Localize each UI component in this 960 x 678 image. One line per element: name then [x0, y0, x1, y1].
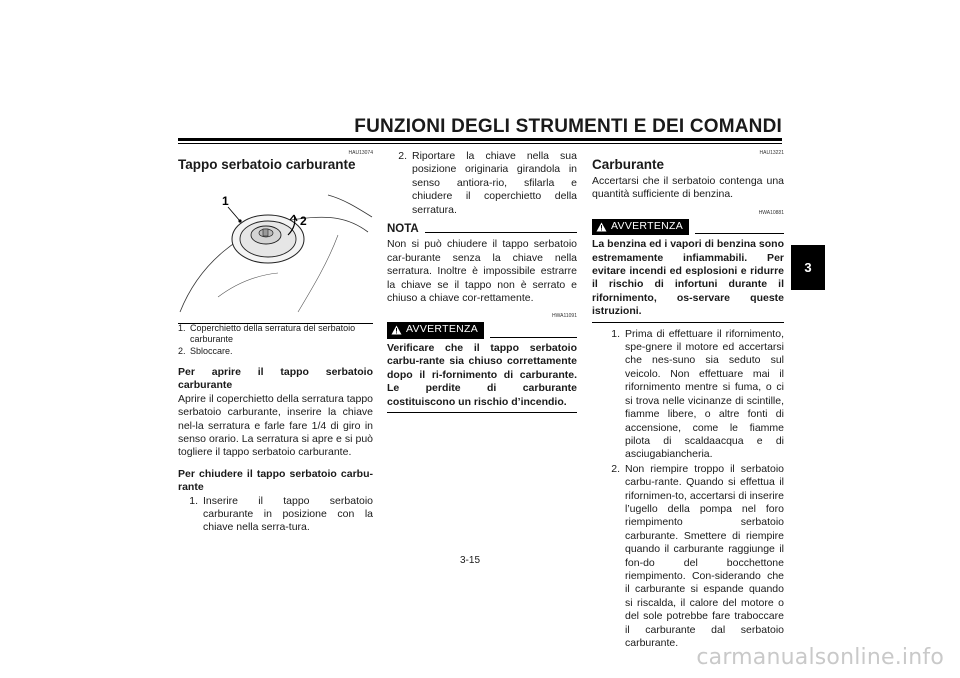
step-number: 2. [611, 462, 620, 475]
step-number: 2. [398, 150, 407, 162]
step-text: Riportare la chiave nella sua posizione originaria girandola in senso antiora-rio, sfilarla e chiudere il coperchietto della serratura. [412, 150, 577, 216]
open-cap-heading: Per aprire il tappo serbatoio carburante [178, 366, 373, 392]
note-text: Non si può chiudere il tappo serbatoio car-burante senza la chiave nella serratura. Inoltre è impossibile estrarre la chiave se il tappo non è serrato e chiuso a chiave cor-rettamente. [387, 238, 577, 305]
step-text: Inserire il tappo serbatoio carburante in posizione con la chiave nella serra-tura. [203, 494, 373, 534]
note-rule [425, 232, 577, 233]
close-cap-steps-continued [387, 150, 577, 217]
warning-header [592, 219, 784, 235]
warning-header [387, 322, 577, 338]
page-header-title: FUNZIONI DEGLI STRUMENTI E DEI COMANDI [354, 116, 782, 137]
section-code: HAU13221 [759, 150, 784, 156]
warning-code: HWA10881 [758, 209, 784, 216]
caption-item [178, 323, 373, 345]
warning-text: La benzina ed i vapori di benzina sono estremamente infiammabili. Per evitare incendi ed esplosioni e ridurre il rischio di infortuni durante il rifornimento, os-servare queste istruzioni. [592, 238, 784, 322]
fuel-cap-illustration [178, 177, 373, 317]
caption-text: Sbloccare. [190, 346, 233, 356]
figure-label-1: 1 [222, 194, 229, 208]
section-title-fuel: Carburante [592, 157, 665, 172]
warning-rule [695, 233, 784, 234]
step-text: Prima di effettuare il rifornimento, spe-gnere il motore ed accertarsi che nes-suno sia seduto sul veicolo. Non effettuare mai il rifornimento mentre si fuma, o ci si trova nelle vicinanze di scintille, fiamme libere, o altre fonti di accensione, come le fiamme pilota di scaldaacqua e di asciugabiancheria. [625, 327, 784, 461]
chapter-tab: 3 [791, 245, 825, 290]
step-text: Non riempire troppo il serbatoio carbu-rante. Quando si effettua il rifornimen-to, accertarsi di inserire l’ugello della pompa nel foro riempimento serbatoio carburante. Smettere di riempire quando il carburante raggiunge il fon-do del bocchettone riempimento. Con-siderando che il carburante si espande quando si riscalda, il calore del motore o del sole potrebbe fare traboccare il carburante dal serbatoio carburante. [625, 462, 784, 649]
note-header [387, 223, 577, 236]
warning-text: Verificare che il tappo serbatoio carbu-rante sia chiuso correttamente dopo il ri-fornimento di carburante. Le perdite di carburante costituiscono un rischio d’incendio. [387, 342, 577, 413]
fuel-steps [592, 328, 784, 651]
step-item [387, 150, 577, 217]
warning-label: AVVERTENZA [611, 219, 684, 232]
fuel-tank-drawing [178, 177, 373, 317]
caption-text: Coperchietto della serratura del serbatoio carburante [190, 323, 356, 344]
open-cap-text: Aprire il coperchietto della serratura tappo serbatoio carburante, inserire la chiave nel-la serratura e farle fare 1/4 di giro in senso orario. La serratura si apre e si può togliere il tappo serbatoio carburante. [178, 392, 373, 459]
step-number: 1. [189, 494, 198, 507]
close-cap-steps [178, 495, 373, 535]
warning-triangle-icon [391, 325, 402, 335]
header-rule-thin [178, 143, 782, 144]
warning-label: AVVERTENZA [406, 323, 479, 336]
fuel-intro-text: Accertarsi che il serbatoio contenga una quantità sufficiente di benzina. [592, 175, 784, 201]
caption-item [178, 346, 373, 357]
step-number: 1. [611, 327, 620, 340]
figure-captions [178, 323, 373, 357]
warning-badge [592, 219, 689, 235]
close-cap-heading: Per chiudere il tappo serbatoio carbu-rante [178, 467, 373, 494]
warning-code: HWA11091 [551, 313, 577, 320]
step-item [178, 495, 373, 535]
warning-badge [387, 322, 484, 338]
step-item [592, 463, 784, 651]
page-number: 3-15 [460, 555, 481, 566]
section-title-fuel-cap: Tappo serbatoio carburante [178, 157, 356, 172]
step-item [592, 328, 784, 462]
note-label: NOTA [387, 223, 419, 236]
column-1 [178, 150, 373, 541]
figure-rule [178, 323, 373, 324]
watermark: carmanualsonline.info [696, 645, 944, 670]
column-2 [387, 150, 577, 413]
caption-number: 2. [178, 346, 186, 356]
warning-rule [490, 337, 577, 338]
caption-number: 1. [178, 323, 186, 333]
warning-triangle-icon [596, 222, 607, 232]
section-code: HAU13074 [348, 150, 373, 156]
column-3 [592, 150, 784, 656]
header-rule-thick [178, 138, 782, 141]
figure-label-2: 2 [300, 214, 307, 228]
